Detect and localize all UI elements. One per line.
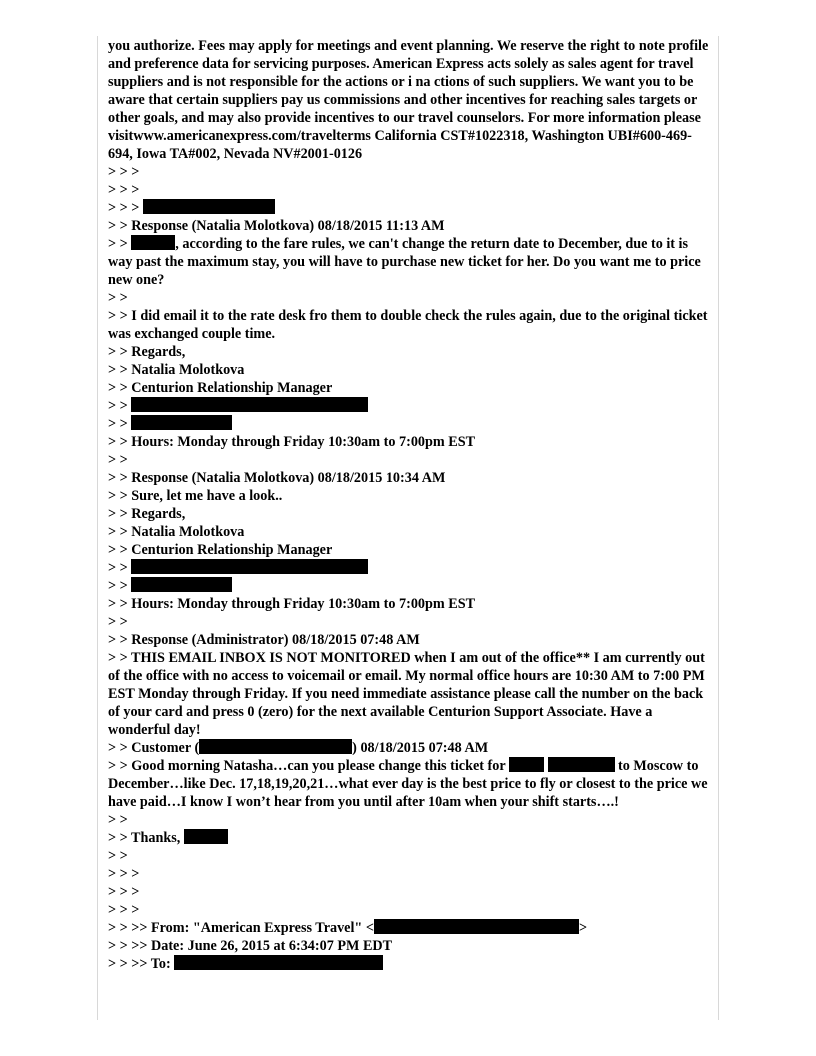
redaction-bar (131, 235, 175, 250)
quote-line: > > (108, 848, 128, 864)
quote-prefix: > > (108, 398, 132, 414)
signer-name: > > Natalia Molotkova (108, 362, 245, 378)
quote-line: > > > (108, 902, 140, 918)
quote-prefix: > > (108, 578, 132, 594)
redacted-contact-line (108, 415, 710, 433)
customer-header (108, 739, 710, 757)
hours-line: > > Hours: Monday through Friday 10:30am to 7:00pm EST (108, 434, 476, 450)
customer-prefix: > > Customer ( (108, 740, 200, 756)
date-line: > > >> Date: June 26, 2015 at 6:34:07 PM EDT (108, 938, 393, 954)
request-text-end: to Moscow to December…like Dec. 17,18,19,20,21…what ever day is the best price to fly or closest to the price we have paid…I know I won’t hear from you until after 10am when your shift starts….! (108, 758, 712, 810)
auto-reply-text: > > THIS EMAIL INBOX IS NOT MONITORED when I am out of the office** I am currently out of the office with no access to voicemail or email. My normal office hours are 10:30 AM to 7:00 PM EST Monday through Friday. If you need immediate assistance please call the number on the back of your card and press 0 (zero) for the next available Centurion Support Associate. Have a wonderful day! (108, 650, 709, 738)
page-border-right (718, 36, 719, 1020)
redacted-contact-line (108, 577, 710, 595)
redaction-bar (548, 757, 615, 772)
fare-rules-text: , according to the fare rules, we can't change the return date to December, due to it is way past the maximum stay, you will have to purchase new ticket for her. Do you want me to price new one? (108, 236, 705, 288)
quote-line: > > (108, 452, 128, 468)
regards-line: > > Regards, (108, 344, 186, 360)
terms-paragraph: you authorize. Fees may apply for meetings and event planning. We reserve the right to note profile and preference data for servicing purposes. American Express acts solely as sales agent for travel suppliers and is not responsible for the actions or i na ctions of such suppliers. We want you to be aware that certain suppliers pay us commissions and other incentives for reaching sales targets or other goals, and may also provide incentives to our travel counselors. For more information please visitwww.americanexpress.com/travelterms California CST#1022318, Washington UBI#600-469-694, Iowa TA#002, Nevada NV#2001-0126 (108, 38, 712, 162)
customer-request (108, 757, 710, 811)
thanks-line (108, 829, 710, 847)
redacted-contact-line (108, 397, 710, 415)
response-body (108, 235, 710, 289)
quote-line: > > > (108, 182, 140, 198)
to-line (108, 955, 710, 973)
from-line (108, 919, 710, 937)
redaction-bar (131, 577, 232, 592)
email-thread (108, 37, 710, 973)
rate-desk-text: > > I did email it to the rate desk fro them to double check the rules again, due to the original ticket was exchanged couple time. (108, 308, 712, 342)
quote-line: > > (108, 614, 128, 630)
response-body: > > Sure, let me have a look.. (108, 488, 283, 504)
redaction-bar (174, 955, 383, 970)
redaction-bar (199, 739, 352, 754)
response-header: > > Response (Natalia Molotkova) 08/18/2015 11:13 AM (108, 218, 445, 234)
redaction-bar (131, 559, 368, 574)
regards-line: > > Regards, (108, 506, 186, 522)
from-prefix: > > >> From: "American Express Travel" < (108, 920, 374, 936)
quote-prefix: > > > (108, 200, 143, 216)
response-header: > > Response (Administrator) 08/18/2015 07:48 AM (108, 632, 420, 648)
customer-timestamp: ) 08/18/2015 07:48 AM (352, 740, 489, 756)
to-prefix: > > >> To: (108, 956, 175, 972)
redaction-bar (143, 199, 275, 214)
quote-prefix: > > (108, 416, 132, 432)
redaction-bar (374, 919, 579, 934)
hours-line: > > Hours: Monday through Friday 10:30am to 7:00pm EST (108, 596, 476, 612)
redaction-bar (184, 829, 228, 844)
from-suffix: > (578, 920, 588, 936)
signer-title: > > Centurion Relationship Manager (108, 542, 333, 558)
signer-title: > > Centurion Relationship Manager (108, 380, 333, 396)
redaction-bar (509, 757, 544, 772)
quote-line-redacted (108, 199, 710, 217)
redacted-contact-line (108, 559, 710, 577)
quote-line: > > > (108, 884, 140, 900)
response-header: > > Response (Natalia Molotkova) 08/18/2015 10:34 AM (108, 470, 446, 486)
quote-line: > > (108, 812, 128, 828)
redaction-bar (131, 415, 232, 430)
page-border-left (97, 36, 98, 1020)
request-text-start: > > Good morning Natasha…can you please change this ticket for (108, 758, 509, 774)
quote-line: > > (108, 290, 128, 306)
quote-line: > > > (108, 866, 140, 882)
quote-prefix: > > (108, 236, 132, 252)
thanks-prefix: > > Thanks, (108, 830, 184, 846)
quote-line: > > > (108, 164, 140, 180)
quote-prefix: > > (108, 560, 132, 576)
signer-name: > > Natalia Molotkova (108, 524, 245, 540)
redaction-bar (131, 397, 368, 412)
